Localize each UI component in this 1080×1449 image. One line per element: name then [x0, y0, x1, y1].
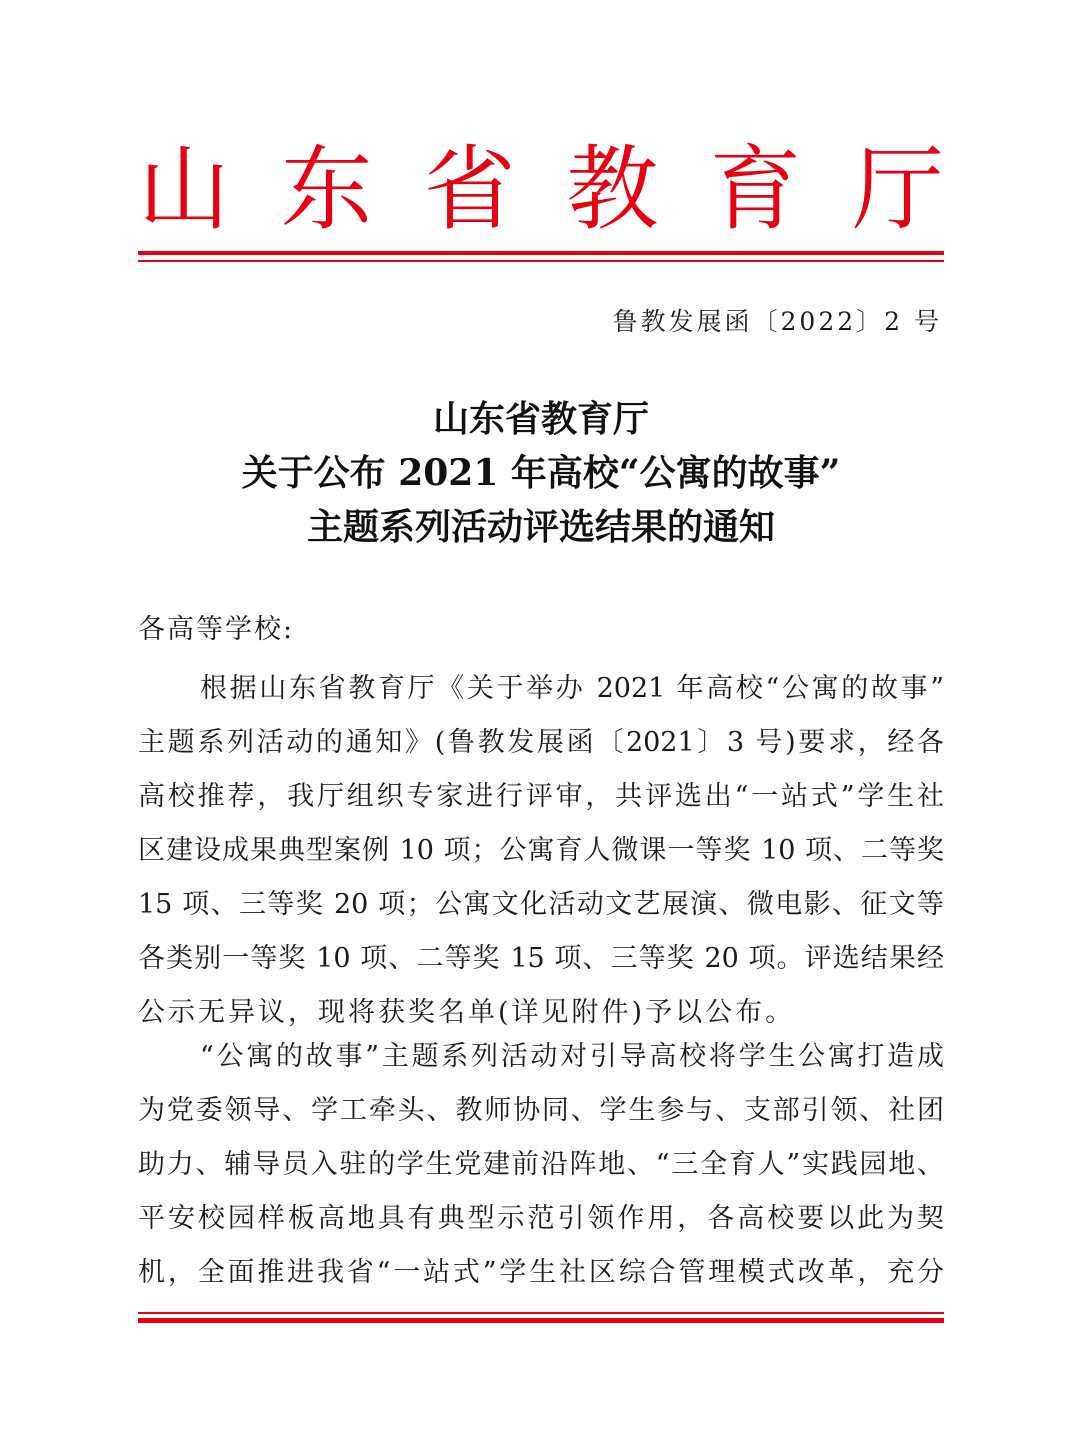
- paragraph-line: 各类别一等奖 10 项、二等奖 15 项、三等奖 20 项。评选结果经: [138, 943, 944, 974]
- letterhead-char: 东: [280, 136, 373, 243]
- paragraph-line: “公寓的故事”主题系列活动对引导高校将学生公寓打造成: [200, 1041, 944, 1072]
- title-line: 山东省教育厅: [432, 398, 649, 440]
- letterhead-char: 厅: [851, 136, 944, 243]
- letterhead-char: 育: [709, 136, 802, 243]
- paragraph-line: 机，全面推进我省“一站式”学生社区综合管理模式改革，充分: [138, 1257, 944, 1288]
- paragraph-line: 平安校园样板高地具有典型示范引领作用，各高校要以此为契: [138, 1203, 944, 1234]
- paragraph-line: 区建设成果典型案例 10 项；公寓育人微课一等奖 10 项、二等奖: [138, 835, 944, 866]
- document-title: [138, 392, 944, 554]
- paragraph-line: 高校推荐，我厅组织专家进行评审，共评选出“一站式”学生社: [138, 781, 944, 812]
- paragraph-line: 根据山东省教育厅《关于举办 2021 年高校“公寓的故事”: [200, 673, 944, 704]
- paragraph-line: 助力、辅导员入驻的学生党建前沿阵地、“三全育人”实践园地、: [138, 1149, 944, 1180]
- letterhead-char: 省: [423, 136, 516, 243]
- paragraph-2: [138, 1030, 944, 1300]
- letterhead-char: 山: [138, 136, 231, 243]
- paragraph-line: 15 项、三等奖 20 项；公寓文化活动文艺展演、微电影、征文等: [138, 889, 944, 920]
- title-line: 关于公布 2021 年高校“公寓的故事”: [241, 452, 841, 494]
- paragraph-line: 主题系列活动的通知》(鲁教发展函〔2021〕3 号)要求，经各: [138, 727, 944, 758]
- footer-divider-thin: [138, 1312, 944, 1314]
- letterhead-divider-thick: [138, 251, 944, 255]
- title-line: 主题系列活动评选结果的通知: [306, 506, 775, 548]
- letterhead-divider-thin: [138, 260, 944, 262]
- letterhead: [138, 136, 944, 243]
- letterhead-char: 教: [566, 136, 659, 243]
- paragraph-line: 为党委领导、学工牵头、教师协同、学生参与、支部引领、社团: [138, 1095, 944, 1126]
- footer-divider-thick: [138, 1318, 944, 1323]
- paragraph-line: 公示无异议，现将获奖名单(详见附件)予以公布。: [138, 997, 796, 1028]
- document-number: 鲁教发展函〔2022〕2 号: [612, 307, 942, 336]
- salutation: 各高等学校:: [138, 614, 295, 645]
- paragraph-1: [138, 662, 944, 1040]
